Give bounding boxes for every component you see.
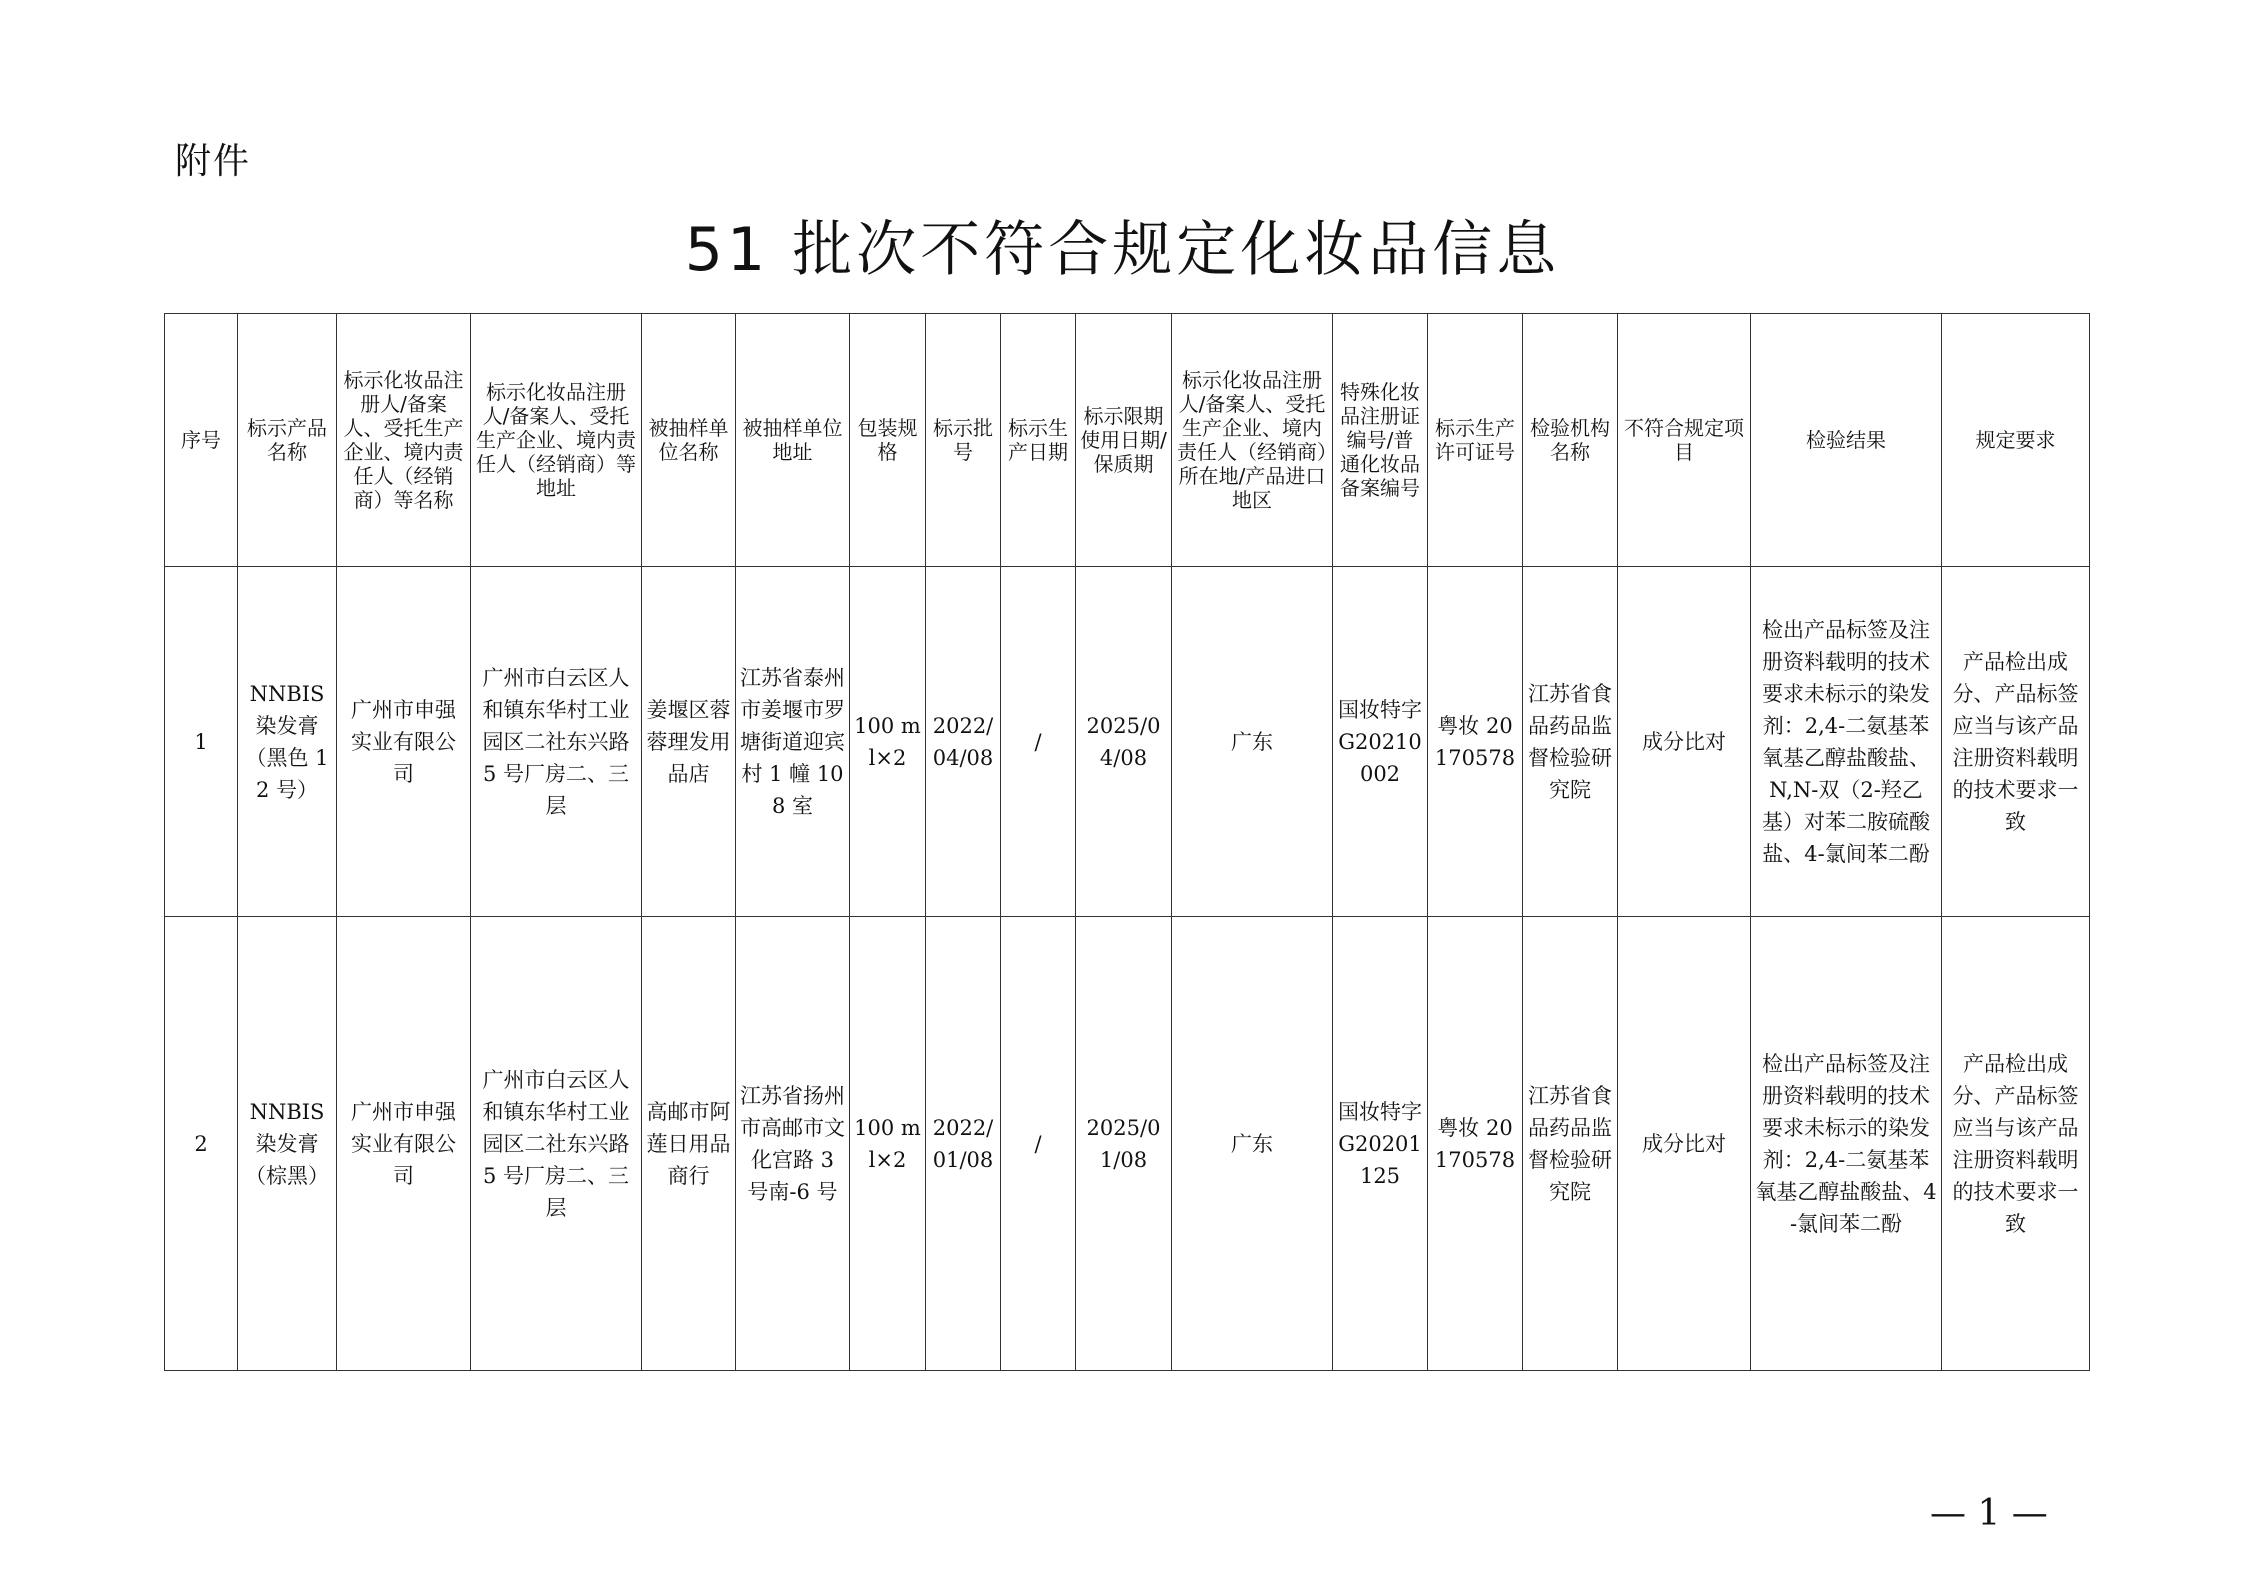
cell-registrant-name: 广州市申强实业有限公司: [337, 917, 471, 1371]
header-inspection-org: 检验机构名称: [1523, 314, 1618, 567]
header-inspection-result: 检验结果: [1751, 314, 1942, 567]
header-package-spec: 包装规格: [850, 314, 926, 567]
cell-package-spec: 100 ml×2: [850, 917, 926, 1371]
cell-sampled-unit-name: 高邮市阿莲日用品商行: [642, 917, 736, 1371]
cell-requirement: 产品检出成分、产品标签应当与该产品注册资料载明的技术要求一致: [1942, 567, 2090, 917]
cell-production-license: 粤妆 20170578: [1428, 567, 1523, 917]
header-origin: 标示化妆品注册人/备案人、受托生产企业、境内责任人（经销商）所在地/产品进口地区: [1172, 314, 1333, 567]
cell-special-cert-no: 国妆特字 G20210002: [1333, 567, 1428, 917]
header-registrant-name: 标示化妆品注册人/备案人、受托生产企业、境内责任人（经销商）等名称: [337, 314, 471, 567]
header-sampled-unit-name: 被抽样单位名称: [642, 314, 736, 567]
cell-registrant-address: 广州市白云区人和镇东华村工业园区二社东兴路 5 号厂房二、三层: [471, 917, 642, 1371]
header-sampled-unit-address: 被抽样单位地址: [736, 314, 850, 567]
cell-origin: 广东: [1172, 917, 1333, 1371]
cell-batch-no: 2022/04/08: [926, 567, 1001, 917]
header-registrant-address: 标示化妆品注册人/备案人、受托生产企业、境内责任人（经销商）等地址: [471, 314, 642, 567]
header-nonconforming-item: 不符合规定项目: [1618, 314, 1751, 567]
cell-nonconforming-item: 成分比对: [1618, 567, 1751, 917]
header-production-license: 标示生产许可证号: [1428, 314, 1523, 567]
header-product-name: 标示产品名称: [238, 314, 337, 567]
cell-sampled-unit-name: 姜堰区蓉蓉理发用品店: [642, 567, 736, 917]
header-requirement: 规定要求: [1942, 314, 2090, 567]
cell-special-cert-no: 国妆特字 G20201125: [1333, 917, 1428, 1371]
cell-nonconforming-item: 成分比对: [1618, 917, 1751, 1371]
cell-production-license: 粤妆 20170578: [1428, 917, 1523, 1371]
cell-product-name: NNBIS 染发膏（棕黑）: [238, 917, 337, 1371]
cell-product-name: NNBIS 染发膏（黑色 12 号）: [238, 567, 337, 917]
cell-inspection-result: 检出产品标签及注册资料载明的技术要求未标示的染发剂：2,4-二氨基苯氧基乙醇盐酸盐、4-氯间苯二酚: [1751, 917, 1942, 1371]
nonconforming-cosmetics-table: [164, 313, 2090, 1371]
table-header-row: [165, 314, 2090, 567]
cell-package-spec: 100 ml×2: [850, 567, 926, 917]
cell-registrant-address: 广州市白云区人和镇东华村工业园区二社东兴路 5 号厂房二、三层: [471, 567, 642, 917]
cell-expiry: 2025/04/08: [1076, 567, 1172, 917]
cell-seq: 1: [165, 567, 238, 917]
page-number: — 1 —: [1930, 1493, 2048, 1534]
cell-inspection-result: 检出产品标签及注册资料载明的技术要求未标示的染发剂：2,4-二氨基苯氧基乙醇盐酸盐、N,N-双（2-羟乙基）对苯二胺硫酸盐、4-氯间苯二酚: [1751, 567, 1942, 917]
cell-sampled-unit-address: 江苏省泰州市姜堰市罗塘街道迎宾村 1 幢 108 室: [736, 567, 850, 917]
table-row: [165, 917, 2090, 1371]
cell-inspection-org: 江苏省食品药品监督检验研究院: [1523, 567, 1618, 917]
header-special-cert-no: 特殊化妆品注册证编号/普通化妆品备案编号: [1333, 314, 1428, 567]
document-title: 51 批次不符合规定化妆品信息: [684, 215, 1561, 285]
cell-registrant-name: 广州市申强实业有限公司: [337, 567, 471, 917]
cell-production-date: /: [1001, 567, 1076, 917]
cell-expiry: 2025/01/08: [1076, 917, 1172, 1371]
cell-origin: 广东: [1172, 567, 1333, 917]
table-row: [165, 567, 2090, 917]
header-batch-no: 标示批号: [926, 314, 1001, 567]
cell-batch-no: 2022/01/08: [926, 917, 1001, 1371]
header-production-date: 标示生产日期: [1001, 314, 1076, 567]
cell-sampled-unit-address: 江苏省扬州市高邮市文化宫路 3 号南-6 号: [736, 917, 850, 1371]
cell-requirement: 产品检出成分、产品标签应当与该产品注册资料载明的技术要求一致: [1942, 917, 2090, 1371]
cell-production-date: /: [1001, 917, 1076, 1371]
cell-inspection-org: 江苏省食品药品监督检验研究院: [1523, 917, 1618, 1371]
header-expiry: 标示限期使用日期/保质期: [1076, 314, 1172, 567]
header-seq: 序号: [165, 314, 238, 567]
cell-seq: 2: [165, 917, 238, 1371]
attachment-label: 附件: [175, 141, 252, 182]
